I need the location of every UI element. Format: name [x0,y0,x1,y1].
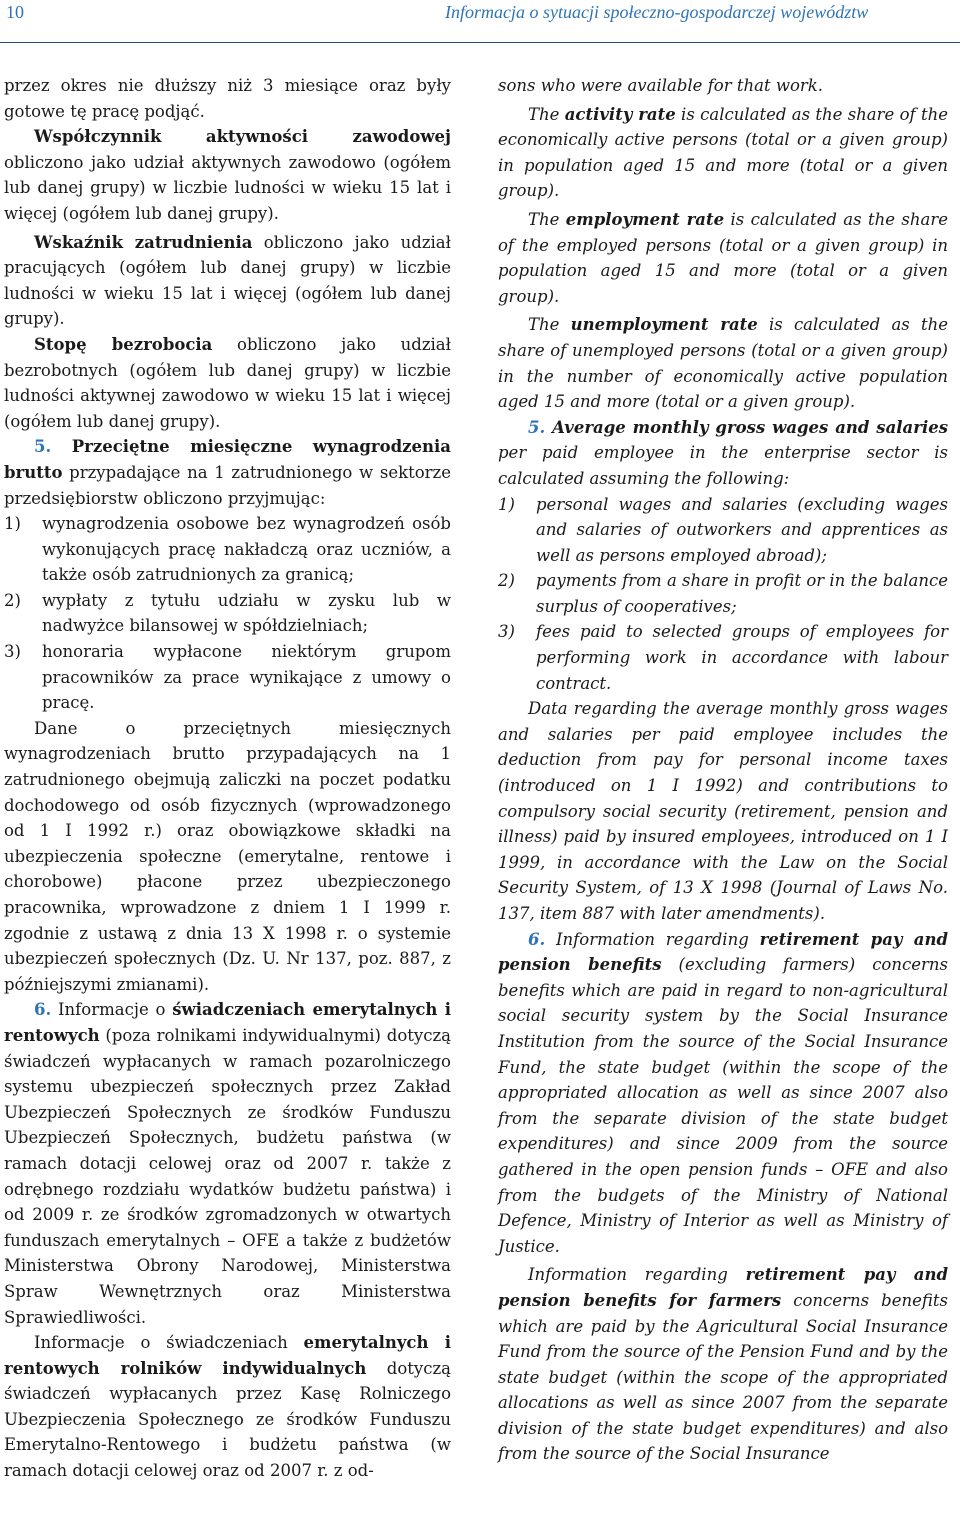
page-header [0,0,960,43]
list-item [4,511,451,588]
en-employment-rate-paragraph [498,207,948,309]
pl-pension-term: świadczeniach emerytalnych i rentowych [4,1000,451,1045]
pl-wages-text: przypadające na 1 zatrudnionego w sektorze przedsiębiorstw obliczono przyjmując: [4,462,451,508]
pl-unemployment-rate-text: obliczono jako udział bezrobotnych (ogółem lub danej grupy) w liczbie ludności aktywnej zawodowo w wieku 15 lat i więcej (ogółem lub danej grupy). [4,334,451,431]
pl-farmers-text: dotyczą świadczeń wypłacanych przez Kasę Rolniczego Ubezpieczenia Społecznego ze środków Funduszu Emerytalno-Rentowego i budżetu państwa (w ramach dotacji celowej oraz od 2007 r. z od- [4,1358,452,1481]
list-item-text: wypłaty z tytułu udziału w zysku lub w nadwyżce bilansowej w spółdzielniach; [42,590,451,636]
polish-column [4,73,451,1484]
en-activity-lead: The [528,104,565,124]
en-farmers-text: concerns benefits which are paid by the Agricultural Social Insurance Fund from the source of the Pension Fund and by the state budget (within the scope of the appropriated allocations as well as since 2007 from the separate division of the state budget expenditures) and also from the source of the Social Insurance [498,1290,948,1464]
pl-employment-rate-term: Wskaźnik zatrudnienia [34,232,253,252]
en-farmers-lead: Information regarding [528,1265,746,1285]
list-item-number: 2) [498,571,515,591]
pl-activity-rate-text: obliczono jako udział aktywnych zawodowo (ogółem lub danej grupy) w liczbie ludności w wieku 15 lat i więcej (ogółem lub danej grupy). [4,152,451,223]
pl-unemployment-rate-paragraph [4,332,451,434]
pl-wages-paragraph [4,434,451,511]
pl-employment-rate-text: obliczono jako udział pracujących (ogółem lub danej grupy) w liczbie ludności w wieku 15 lat i więcej (ogółem lub danej grupy). [4,232,451,329]
pl-employment-rate-paragraph [4,230,451,332]
en-pension-term: retirement pay and pension benefits [498,929,948,975]
pl-wages-list [4,511,451,716]
en-unemployment-rate-paragraph [498,312,948,414]
pl-pension-paragraph [4,997,451,1330]
pl-farmers-term: emerytalnych i rentowych rolników indywidualnych [4,1333,451,1378]
en-wages-data-paragraph: Data regarding the average monthly gross wages and salaries per paid employee includes the deduction from pay for personal income taxes (introduced on 1 I 1992) and contributions to compulsory social security (retirement, pension and illness) paid by insured employees, introduced on 1 I 1999, in accordance with the Law on the Social Security System, of 13 X 1998 (Journal of Laws No. 137, item 887 with later amendments). [498,699,948,923]
pl-activity-rate-paragraph [4,124,451,226]
pl-wages-term: Przeciętne miesięczne wynagrodzenia brutto [4,437,451,482]
list-item-text: wynagrodzenia osobowe bez wynagrodzeń osób wykonujących pracę nakładczą oraz uczniów, a także osób zatrudnionych za granicą; [42,514,451,585]
pl-paragraph-1: przez okres nie dłuższy niż 3 miesiące oraz były gotowe tę pracę podjąć. [4,76,451,121]
pl-section-5-number: 5. [34,437,52,457]
en-employment-rate-term: employment rate [565,209,725,229]
en-wages-term: Average monthly gross wages and salaries [545,417,948,437]
list-item-text: payments from a share in profit or in the balance surplus of cooperatives; [536,571,948,616]
en-unemployment-rate-text: is calculated as the share of unemployed persons (total or a given group) in the number of economically active population aged 15 and more (total or a given group). [498,315,948,412]
page-number: 10 [6,2,24,22]
en-wages-paragraph [498,415,948,492]
pl-farmers-pension-paragraph [4,1330,451,1484]
en-section-5-number: 5. [528,417,546,437]
list-item-text: fees paid to selected groups of employees for performing work in accordance with labour contract. [536,622,948,693]
list-item-number: 3) [4,642,21,662]
en-paragraph-1: sons who were available for that work. [498,76,824,95]
list-item [498,492,948,569]
pl-unemployment-rate-term: Stopę bezrobocia [34,334,213,354]
list-item [498,619,948,696]
en-farmers-pension-paragraph [498,1262,948,1467]
list-item [4,588,451,639]
en-wages-text: per paid employee in the enterprise sector is calculated assuming the following: [498,443,948,488]
pl-wages-data-paragraph: Dane o przeciętnych miesięcznych wynagrodzeniach brutto przypadających na 1 zatrudnionego obejmują zaliczki na poczet podatku dochodowego od osób fizycznych (wprowadzonego od 1 I 1992 r.) oraz obowiązkowe składki na ubezpieczenia społeczne (emerytalne, rentowe i chorobowe) płacone przez ubezpieczonego pracownika, wprowadzone z dniem 1 I 1999 r. zgodnie z ustawą z dnia 13 X 1998 r. o systemie ubezpieczeń społecznych (Dz. U. Nr 137, poz. 887, z późniejszymi zmianami). [4,718,451,994]
pl-farmers-lead: Informacje o świadczeniach [34,1333,304,1353]
running-title: Informacja o sytuacji społeczno-gospodarczej województw [445,2,869,22]
pl-pension-lead: Informacje o [51,1000,173,1020]
list-item-number: 1) [498,494,515,514]
en-pension-paragraph [498,927,948,1260]
en-unemployment-rate-term: unemployment rate [570,315,758,335]
list-item-text: personal wages and salaries (excluding wages and salaries of outworkers and apprentices as well as persons employed abroad); [536,494,948,565]
en-activity-rate-text: is calculated as the share of the economically active persons (total or a given group) in population aged 15 and more (total or a given group). [498,104,948,201]
en-wages-list [498,492,948,697]
en-farmers-term: retirement pay and pension benefits for farmers [498,1265,949,1310]
pl-section-6-number: 6. [34,1000,52,1020]
en-activity-rate-paragraph [498,102,948,204]
en-employment-rate-text: is calculated as the share of the employed persons (total or a given group) in population aged 15 and more (total or a given group). [498,209,948,306]
list-item-number: 1) [4,514,21,534]
en-employment-lead: The [528,209,566,229]
en-unemployment-lead: The [528,315,571,335]
english-column [498,73,948,1467]
en-pension-lead: Information regarding [545,929,760,949]
pl-pension-text: (poza rolnikami indywidualnymi) dotyczą świadczeń wypłacanych w ramach pozarolniczego systemu ubezpieczeń społecznych przez Zakład Ubezpieczeń Społecznych ze środków Funduszu Ubezpieczeń Społecznych, budżetu państwa (w ramach dotacji celowej oraz od 2007 r. także z odrębnego rozdziału wydatków budżetu państwa) i od 2009 r. ze środków zgromadzonych w otwartych funduszach emerytalnych – OFE a także z budżetów Ministerstwa Obrony Narodowej, Ministerstwa Spraw Wewnętrznych oraz Ministerstwa Sprawiedliwości. [4,1025,451,1327]
list-item [498,568,948,619]
list-item-text: honoraria wypłacone niektórym grupom pracowników za prace wynikające z umowy o pracę. [42,642,451,713]
list-item-number: 2) [4,590,21,610]
list-item-number: 3) [498,622,515,642]
en-activity-rate-term: activity rate [564,104,676,124]
en-pension-text: (excluding farmers) concerns benefits which are paid in regard to non-agricultural social security system by the Social Insurance Institution from the source of the Social Insurance Fund, the state budget (within the scope of the appropriated allocation as well as since 2007 also from the separate division of the state budget expenditures) and since 2009 from the source gathered in the open pension funds – OFE and also from the budgets of the Ministry of National Defence, Ministry of Interior as well as Ministry of Justice. [498,955,948,1256]
list-item [4,639,451,716]
en-section-6-number: 6. [528,929,546,949]
pl-activity-rate-term: Współczynnik aktywności zawodowej [34,127,451,147]
